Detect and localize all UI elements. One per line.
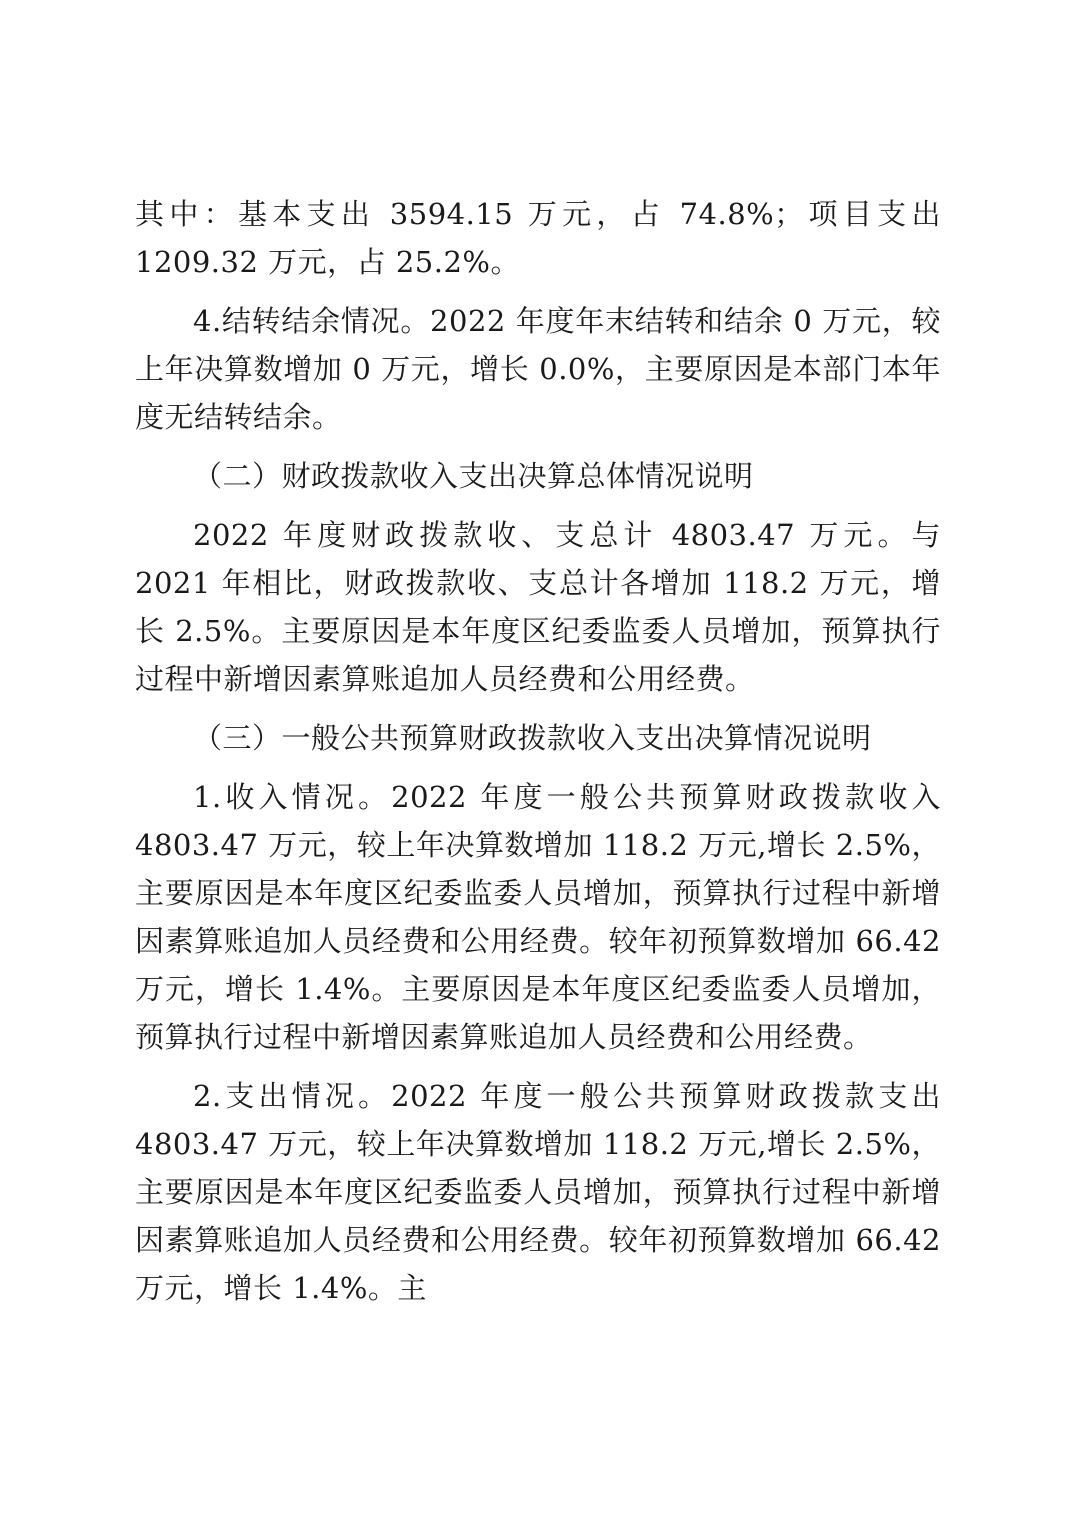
paragraph-fiscal-overall: 2022 年度财政拨款收、支总计 4803.47 万元。与 2021 年相比，财政拨款收、支总计各增加 118.2 万元，增长 2.5%。主要原因是本年度区纪委监委人员增加，预算执行过程中新增因素算账追加人员经费和公用经费。 <box>135 518 941 696</box>
paragraph-income: 1.收入情况。2022 年度一般公共预算财政拨款收入 4803.47 万元，较上年决算数增加 118.2 万元,增长 2.5%，主要原因是本年度区纪委监委人员增加，预算执行过程中新增因素算账追加人员经费和公用经费。较年初预算数增加 66.42 万元，增长 1.4%。主要原因是本年度区纪委监委人员增加，预算执行过程中新增因素算账追加人员经费和公用经费。 <box>135 780 941 1054</box>
document-body <box>135 190 941 1323</box>
section-heading-general-budget: （三）一般公共预算财政拨款收入支出决算情况说明 <box>193 721 872 755</box>
section-heading-fiscal-overall: （二）财政拨款收入支出决算总体情况说明 <box>193 459 754 493</box>
paragraph-expenditure-breakdown: 其中：基本支出 3594.15 万元，占 74.8%；项目支出 1209.32 万元，占 25.2%。 <box>135 197 941 279</box>
paragraph-expenditure: 2.支出情况。2022 年度一般公共预算财政拨款支出 4803.47 万元，较上年决算数增加 118.2 万元,增长 2.5%，主要原因是本年度区纪委监委人员增加，预算执行过程中新增因素算账追加人员经费和公用经费。较年初预算数增加 66.42 万元，增长 1.4%。主 <box>135 1079 941 1305</box>
paragraph-carryover-balance: 4.结转结余情况。2022 年度年末结转和结余 0 万元，较上年决算数增加 0 万元，增长 0.0%，主要原因是本部门本年度无结转结余。 <box>135 304 941 434</box>
